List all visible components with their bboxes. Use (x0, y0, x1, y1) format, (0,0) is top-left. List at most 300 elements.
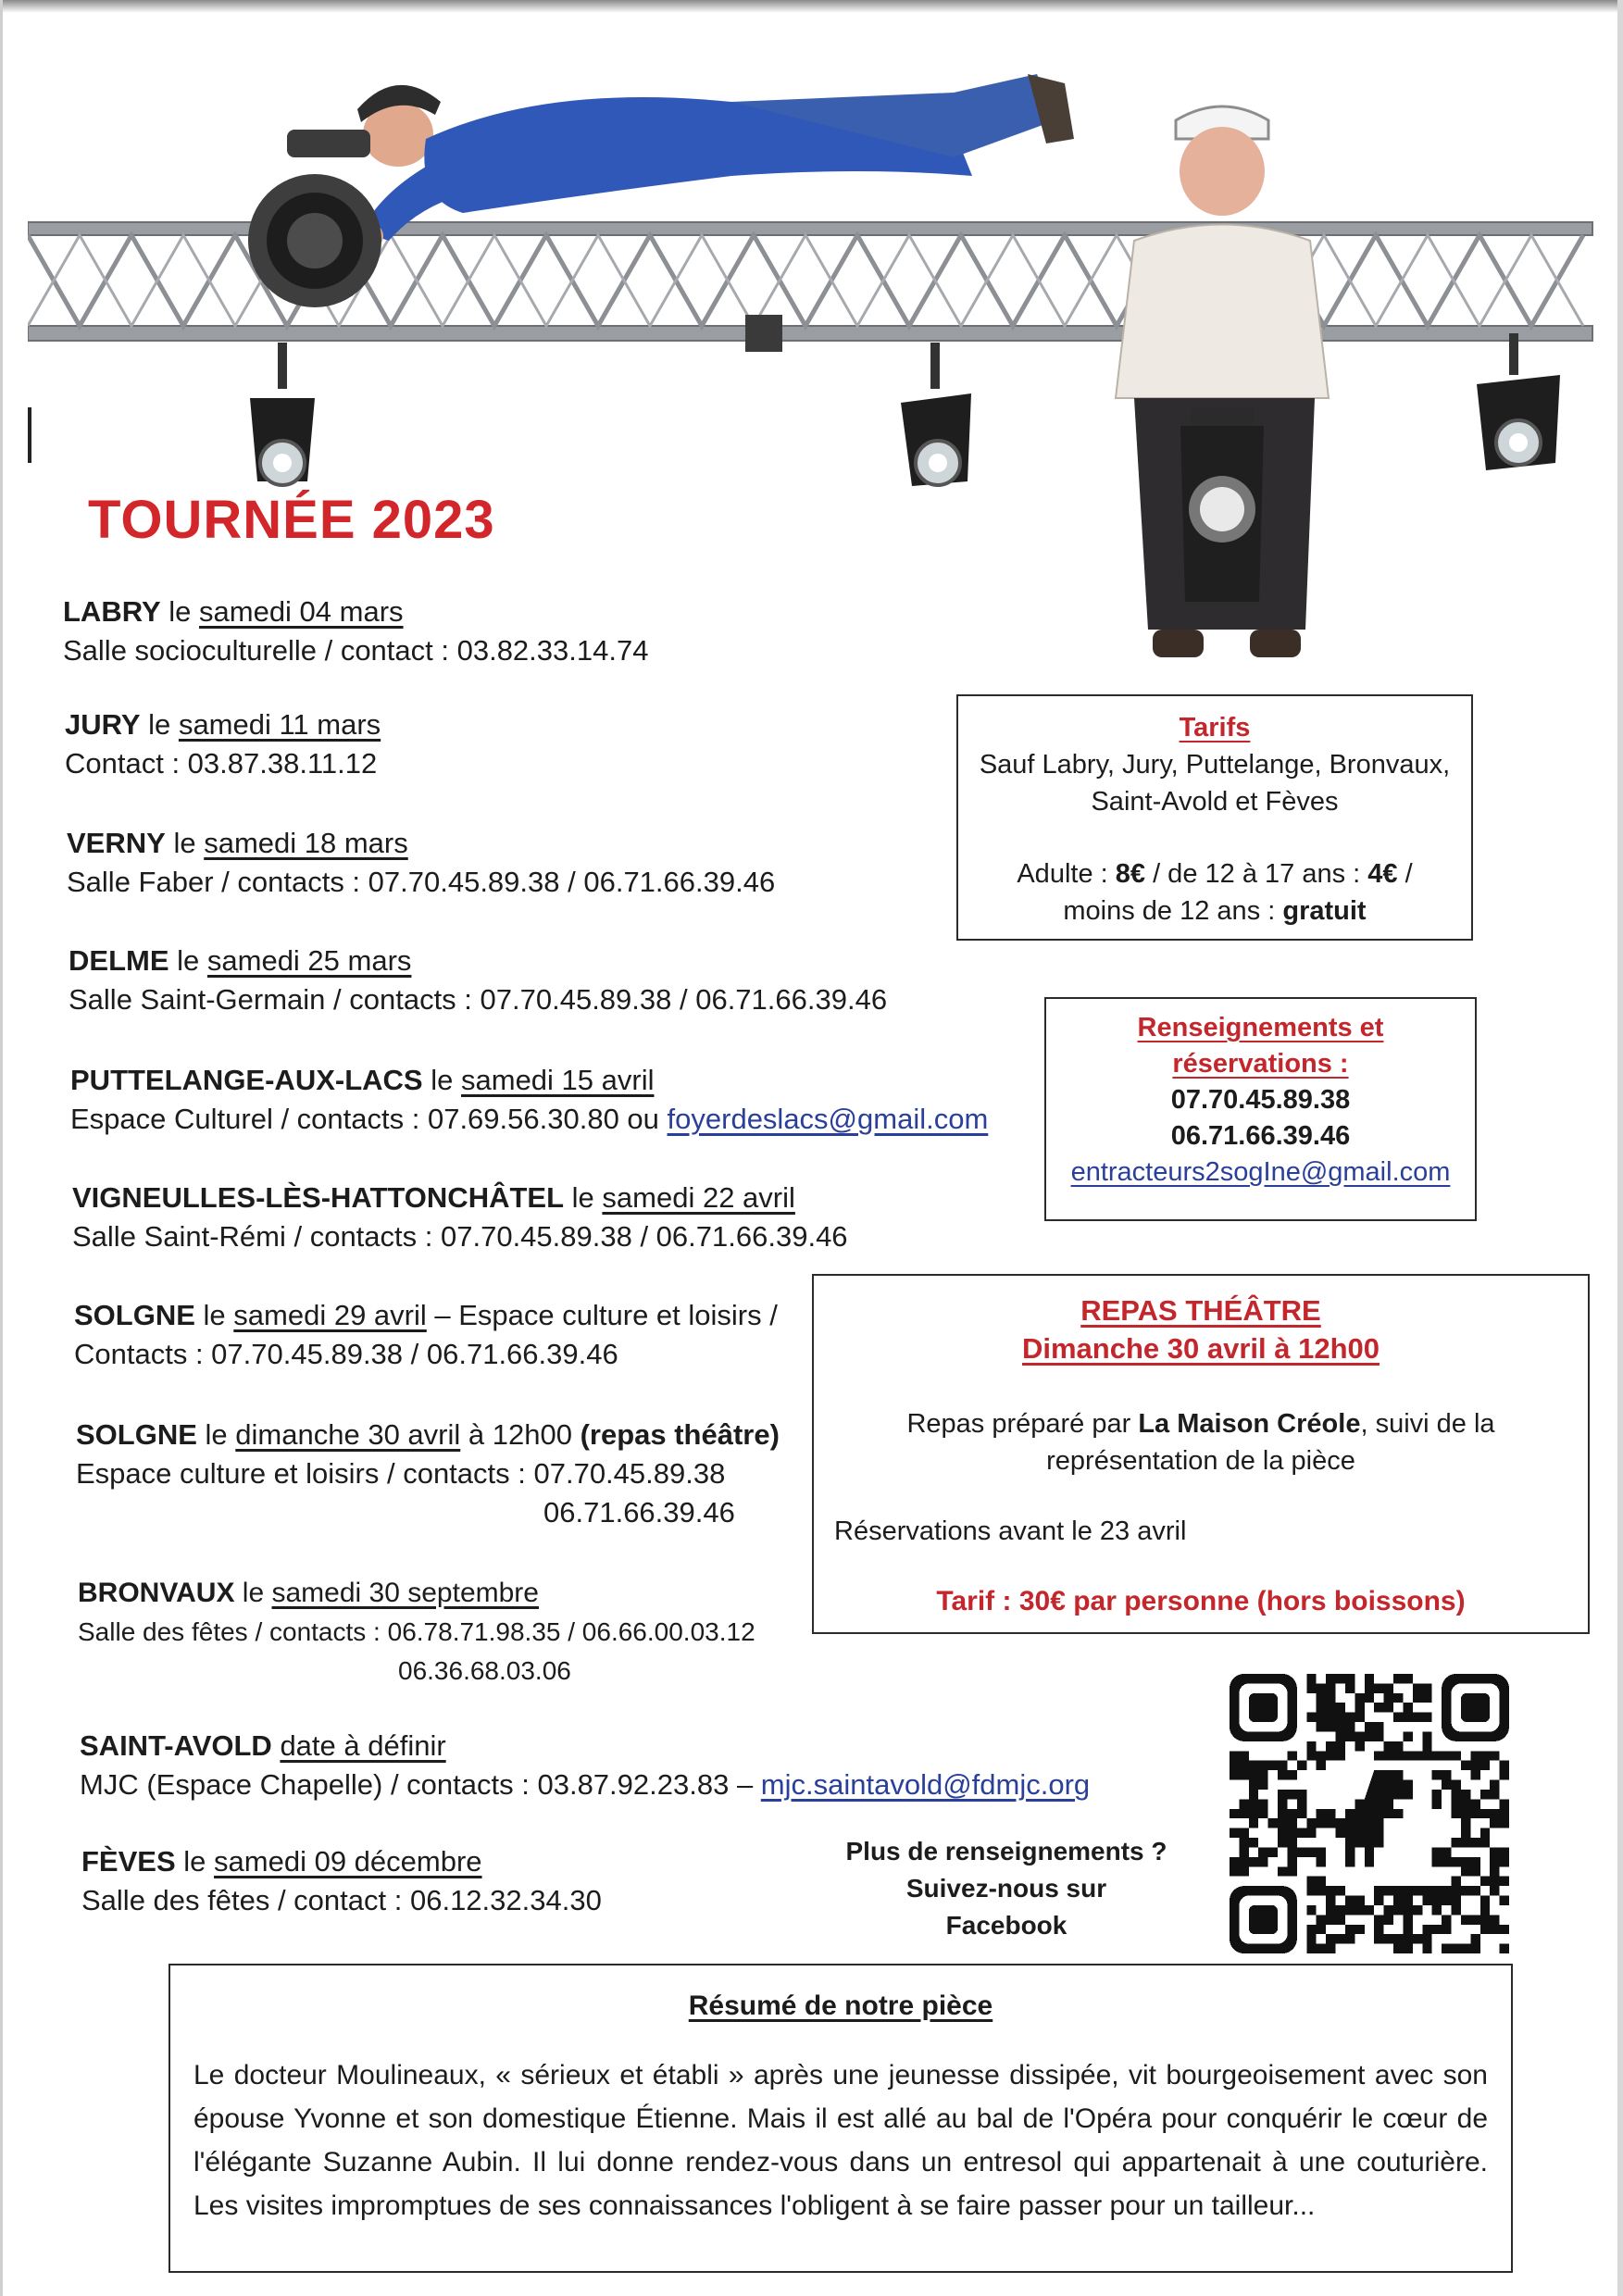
qr-module (1432, 1770, 1442, 1779)
qr-module (1374, 1886, 1383, 1895)
qr-module (1336, 1703, 1345, 1712)
event-phone-extra: 06.71.66.39.46 (543, 1496, 735, 1529)
qr-module (1317, 1722, 1326, 1731)
qr-module (1326, 1751, 1335, 1760)
event-bronvaux: BRONVAUX le samedi 30 septembre Salle des fêtes / contacts : 06.78.71.98.35 / 06.66.00.03.12 06.36.68.03.06 (78, 1574, 755, 1691)
qr-module (1278, 1809, 1287, 1818)
qr-module (1297, 1809, 1306, 1818)
event-jury: JURY le samedi 11 mars Contact : 03.87.38.11.12 (65, 705, 381, 783)
qr-module (1345, 1722, 1355, 1731)
qr-module (1461, 1818, 1470, 1828)
qr-module (1461, 1761, 1470, 1770)
event-venue: Salle Saint-Rémi / contacts : 07.70.45.89.38 / 06.71.66.39.46 (72, 1220, 848, 1253)
event-venue: Espace culture et loisirs / contacts : 07.70.45.89.38 (76, 1457, 726, 1490)
qr-module (1422, 1731, 1431, 1741)
qr-module (1393, 1751, 1403, 1760)
qr-module (1490, 1809, 1499, 1818)
qr-module (1249, 1790, 1258, 1799)
event-city: BRONVAUX (78, 1578, 235, 1608)
qr-finder-bottom-left (1230, 1886, 1297, 1953)
qr-module (1480, 1925, 1490, 1934)
qr-module (1268, 1847, 1278, 1856)
actor-standing-with-helmet (1116, 106, 1329, 657)
qr-module (1345, 1674, 1355, 1683)
qr-module (1306, 1751, 1316, 1760)
event-city: SOLGNE (76, 1418, 197, 1451)
qr-module (1461, 1915, 1470, 1924)
qr-module (1317, 1713, 1326, 1722)
qr-module (1432, 1896, 1442, 1905)
qr-module (1403, 1731, 1412, 1741)
email-link[interactable]: entracteurs2sogIne@gmail.com (1070, 1157, 1451, 1187)
qr-module (1258, 1780, 1267, 1790)
qr-module (1336, 1741, 1345, 1751)
qr-module (1297, 1799, 1306, 1808)
qr-module (1384, 1693, 1393, 1703)
qr-module (1336, 1886, 1345, 1895)
qr-module (1239, 1838, 1248, 1847)
qr-module (1480, 1838, 1490, 1847)
qr-module (1384, 1741, 1393, 1751)
qr-module (1326, 1693, 1335, 1703)
qr-module (1317, 1857, 1326, 1866)
qr-module (1442, 1896, 1451, 1905)
qr-module (1287, 1809, 1296, 1818)
repas-reservation: Réservations avant le 23 avril (834, 1516, 1187, 1546)
qr-module (1287, 1866, 1296, 1876)
qr-module (1470, 1809, 1479, 1818)
qr-code[interactable] (1230, 1674, 1509, 1953)
event-date: samedi 30 septembre (271, 1578, 539, 1608)
qr-module (1326, 1741, 1335, 1751)
qr-module (1490, 1751, 1499, 1760)
qr-module (1403, 1886, 1412, 1895)
qr-module (1470, 1799, 1479, 1808)
qr-module (1422, 1896, 1431, 1905)
event-venue: Espace Culturel / contacts : 07.69.56.30.80 ou (70, 1103, 668, 1135)
qr-module (1317, 1925, 1326, 1934)
qr-module (1413, 1905, 1422, 1915)
qr-module (1326, 1934, 1335, 1943)
qr-module (1490, 1877, 1499, 1886)
qr-module (1239, 1847, 1248, 1856)
qr-module (1413, 1683, 1422, 1692)
qr-module (1258, 1847, 1267, 1856)
qr-module (1461, 1857, 1470, 1866)
qr-module (1500, 1809, 1509, 1818)
qr-module (1239, 1809, 1248, 1818)
qr-module (1432, 1847, 1442, 1856)
qr-module (1452, 1780, 1461, 1790)
qr-module (1249, 1799, 1258, 1808)
qr-finder-top-right (1442, 1674, 1509, 1741)
tarifs-box (956, 694, 1473, 941)
qr-module (1442, 1770, 1451, 1779)
qr-module (1393, 1674, 1403, 1683)
event-date: samedi 22 avril (602, 1181, 795, 1214)
qr-module (1432, 1925, 1442, 1934)
qr-module (1442, 1886, 1451, 1895)
event-city: SAINT-AVOLD (80, 1729, 272, 1762)
qr-module (1317, 1847, 1326, 1856)
qr-module (1326, 1722, 1335, 1731)
qr-module (1278, 1799, 1287, 1808)
email-link[interactable]: mjc.saintavold@fdmjc.org (760, 1768, 1091, 1801)
qr-module (1470, 1886, 1479, 1895)
qr-module (1461, 1799, 1470, 1808)
resume-heading: Résumé de notre pièce (688, 1990, 993, 2021)
qr-module (1239, 1857, 1248, 1866)
qr-module (1365, 1674, 1374, 1683)
event-solgne-29: SOLGNE le samedi 29 avril – Espace culture et loisirs / Contacts : 07.70.45.89.38 / 06.71.66.39.46 (74, 1296, 778, 1374)
qr-module (1422, 1751, 1431, 1760)
spotlight-left (250, 343, 315, 485)
event-venue: Salle socioculturelle / contact : 03.82.33.14.74 (63, 634, 649, 667)
qr-module (1384, 1683, 1393, 1692)
qr-module (1500, 1896, 1509, 1905)
page-title: TOURNÉE 2023 (88, 490, 495, 550)
qr-module (1470, 1934, 1479, 1943)
qr-module (1355, 1896, 1364, 1905)
qr-module (1326, 1886, 1335, 1895)
scan-edge-left (0, 0, 3, 2296)
qr-module (1278, 1838, 1287, 1847)
qr-module (1355, 1731, 1364, 1741)
qr-module (1470, 1770, 1479, 1779)
qr-module (1317, 1751, 1326, 1760)
qr-module (1326, 1674, 1335, 1683)
qr-module (1413, 1934, 1422, 1943)
qr-module (1336, 1934, 1345, 1943)
qr-module (1258, 1770, 1267, 1779)
qr-module (1470, 1751, 1479, 1760)
qr-module (1393, 1905, 1403, 1915)
qr-module (1413, 1751, 1422, 1760)
qr-module (1452, 1877, 1461, 1886)
qr-module (1452, 1857, 1461, 1866)
event-city: VIGNEULLES-LÈS-HATTONCHÂTEL (72, 1181, 565, 1214)
qr-module (1249, 1809, 1258, 1818)
qr-module (1365, 1693, 1374, 1703)
qr-module (1374, 1731, 1383, 1741)
qr-module (1239, 1761, 1248, 1770)
qr-module (1393, 1693, 1403, 1703)
qr-module (1306, 1818, 1316, 1828)
qr-module (1490, 1886, 1499, 1895)
qr-module (1480, 1790, 1490, 1799)
qr-module (1317, 1944, 1326, 1953)
qr-module (1403, 1713, 1412, 1722)
qr-module (1422, 1683, 1431, 1692)
qr-module (1249, 1857, 1258, 1866)
qr-module (1461, 1944, 1470, 1953)
qr-module (1336, 1915, 1345, 1924)
qr-module (1297, 1847, 1306, 1856)
tarifs-heading: Tarifs (1179, 713, 1251, 742)
qr-module (1317, 1809, 1326, 1818)
event-city: DELME (69, 944, 169, 977)
qr-module (1403, 1703, 1412, 1712)
qr-module (1278, 1866, 1287, 1876)
repas-tarif: Tarif : 30€ par personne (hors boissons) (936, 1586, 1466, 1616)
qr-module (1306, 1944, 1316, 1953)
qr-module (1403, 1944, 1412, 1953)
qr-module (1287, 1790, 1296, 1799)
qr-module (1345, 1896, 1355, 1905)
qr-module (1393, 1886, 1403, 1895)
qr-module (1355, 1703, 1364, 1712)
qr-module (1278, 1828, 1287, 1838)
qr-module (1355, 1741, 1364, 1751)
qr-module (1317, 1818, 1326, 1828)
qr-module (1374, 1751, 1383, 1760)
qr-module (1230, 1751, 1239, 1760)
qr-module (1258, 1809, 1267, 1818)
qr-module (1287, 1847, 1296, 1856)
qr-module (1326, 1703, 1335, 1712)
projector-held (248, 130, 381, 307)
repas-heading: REPAS THÉÂTRE (1080, 1294, 1321, 1327)
qr-module (1442, 1847, 1451, 1856)
qr-module (1287, 1838, 1296, 1847)
qr-module (1355, 1925, 1364, 1934)
qr-module (1490, 1915, 1499, 1924)
event-delme: DELME le samedi 25 mars Salle Saint-Germain / contacts : 07.70.45.89.38 / 06.71.66.39.46 (69, 942, 887, 1019)
qr-module (1422, 1944, 1431, 1953)
qr-module (1336, 1751, 1345, 1760)
event-feves: FÈVES le samedi 09 décembre Salle des fêtes / contact : 06.12.32.34.30 (81, 1842, 602, 1920)
qr-module (1317, 1693, 1326, 1703)
qr-module (1393, 1713, 1403, 1722)
qr-module (1461, 1886, 1470, 1895)
qr-module (1306, 1877, 1316, 1886)
qr-module (1239, 1751, 1248, 1760)
qr-module (1432, 1790, 1442, 1799)
qr-module (1442, 1780, 1451, 1790)
qr-module (1345, 1731, 1355, 1741)
qr-module (1470, 1866, 1479, 1876)
event-date: samedi 09 décembre (214, 1845, 482, 1878)
qr-module (1317, 1886, 1326, 1895)
qr-module (1374, 1915, 1383, 1924)
qr-module (1345, 1934, 1355, 1943)
qr-module (1452, 1809, 1461, 1818)
spotlight-right (1477, 333, 1560, 470)
event-puttelange: PUTTELANGE-AUX-LACS le samedi 15 avril Espace Culturel / contacts : 07.69.56.30.80 ou foyerdeslacs@gmail.com (70, 1064, 989, 1135)
event-solgne-30: SOLGNE le dimanche 30 avril à 12h00 (repas théâtre) Espace culture et loisirs / contacts : 07.70.45.89.38 06.71.66.39.46 (76, 1416, 780, 1532)
qr-module (1442, 1857, 1451, 1866)
qr-module (1384, 1905, 1393, 1915)
qr-module (1297, 1790, 1306, 1799)
qr-module (1452, 1751, 1461, 1760)
event-date: samedi 25 mars (206, 944, 412, 977)
event-city: LABRY (63, 595, 161, 628)
qr-module (1500, 1944, 1509, 1953)
qr-module (1461, 1809, 1470, 1818)
event-date: samedi 04 mars (199, 595, 404, 628)
qr-module (1326, 1944, 1335, 1953)
qr-module (1336, 1722, 1345, 1731)
qr-module (1480, 1915, 1490, 1924)
event-venue: Salle Saint-Germain / contacts : 07.70.45.89.38 / 06.71.66.39.46 (69, 983, 888, 1016)
qr-module (1442, 1751, 1451, 1760)
qr-module (1365, 1905, 1374, 1915)
qr-module (1287, 1828, 1296, 1838)
qr-module (1230, 1857, 1239, 1866)
qr-module (1374, 1722, 1383, 1731)
qr-module (1384, 1934, 1393, 1943)
qr-module (1306, 1741, 1316, 1751)
renseignements-box: Renseignements et réservations : 07.70.45.89.38 06.71.66.39.46 entracteurs2sogIne@gmail.com (1044, 997, 1477, 1221)
qr-module (1374, 1934, 1383, 1943)
event-venue: Salle des fêtes / contact : 06.12.32.34.30 (81, 1884, 602, 1916)
qr-module (1230, 1809, 1239, 1818)
qr-module (1461, 1866, 1470, 1876)
qr-module (1230, 1761, 1239, 1770)
qr-module (1249, 1761, 1258, 1770)
qr-module (1403, 1915, 1412, 1924)
qr-module (1393, 1944, 1403, 1953)
qr-module (1384, 1886, 1393, 1895)
qr-module (1230, 1770, 1239, 1779)
qr-finder-top-left (1230, 1674, 1297, 1741)
qr-module (1306, 1828, 1316, 1838)
event-city: FÈVES (81, 1845, 176, 1878)
event-vigneulles: VIGNEULLES-LÈS-HATTONCHÂTEL le samedi 22 avril Salle Saint-Rémi / contacts : 07.70.45.89.38 / 06.71.66.39.46 (72, 1179, 848, 1256)
qr-module (1480, 1809, 1490, 1818)
qr-module (1500, 1770, 1509, 1779)
qr-module (1422, 1741, 1431, 1751)
event-venue: Salle Faber / contacts : 07.70.45.89.38 / 06.71.66.39.46 (67, 866, 776, 898)
qr-module (1287, 1770, 1296, 1779)
event-city: JURY (65, 708, 141, 741)
spotlight-center (901, 343, 971, 486)
qr-module (1306, 1713, 1316, 1722)
repas-date: Dimanche 30 avril à 12h00 (1021, 1332, 1380, 1365)
qr-module (1470, 1838, 1479, 1847)
tarifs-prices-2: moins de 12 ans : gratuit (1063, 896, 1367, 926)
qr-module (1249, 1838, 1258, 1847)
qr-module (1490, 1866, 1499, 1876)
qr-module (1393, 1896, 1403, 1905)
qr-module (1490, 1790, 1499, 1799)
qr-module (1287, 1818, 1296, 1828)
qr-module (1249, 1770, 1258, 1779)
qr-module (1490, 1847, 1499, 1856)
qr-module (1452, 1790, 1461, 1799)
qr-module (1422, 1925, 1431, 1934)
qr-module (1442, 1925, 1451, 1934)
qr-module (1239, 1770, 1248, 1779)
tarifs-exceptions-1: Sauf Labry, Jury, Puttelange, Bronvaux, (979, 750, 1451, 780)
phone-number: 06.71.66.39.46 (1170, 1121, 1351, 1151)
qr-module (1461, 1828, 1470, 1838)
qr-module (1306, 1847, 1316, 1856)
qr-module (1422, 1693, 1431, 1703)
qr-module (1287, 1751, 1296, 1760)
qr-module (1297, 1761, 1306, 1770)
event-venue: Contacts : 07.70.45.89.38 / 06.71.66.39.46 (74, 1338, 618, 1370)
qr-module (1403, 1934, 1412, 1943)
qr-module (1432, 1905, 1442, 1915)
qr-module (1461, 1838, 1470, 1847)
qr-module (1345, 1925, 1355, 1934)
qr-module (1452, 1886, 1461, 1895)
event-city: PUTTELANGE-AUX-LACS (70, 1064, 423, 1096)
qr-module (1403, 1905, 1412, 1915)
event-date: samedi 15 avril (461, 1064, 655, 1096)
resume-text: Le docteur Moulineaux, « sérieux et établi » après une jeunesse dissipée, vit bourgeoisement avec son épouse Yvonne et son domestique Étienne. Mais il est allé au bal de l'Opéra pour conquérir le cœur de l'élégante Suzanne Aubin. Il lui donne rendez-vous dans un entresol qui appartenait à une couturière. Les visites impromptues de ses connaissances l'obligent à se faire passer pour un tailleur... (194, 2060, 1488, 2221)
event-date: samedi 11 mars (178, 708, 381, 741)
qr-module (1470, 1761, 1479, 1770)
qr-module (1230, 1866, 1239, 1876)
qr-module (1278, 1818, 1287, 1828)
qr-module (1326, 1905, 1335, 1915)
qr-module (1500, 1799, 1509, 1808)
qr-module (1452, 1944, 1461, 1953)
qr-module (1480, 1761, 1490, 1770)
email-link[interactable]: foyerdeslacs@gmail.com (667, 1103, 989, 1135)
qr-module (1432, 1799, 1442, 1808)
qr-module (1490, 1818, 1499, 1828)
qr-module (1500, 1818, 1509, 1828)
scan-edge-top (0, 0, 1623, 13)
qr-module (1355, 1713, 1364, 1722)
qr-module (1432, 1751, 1442, 1760)
qr-module (1336, 1905, 1345, 1915)
qr-module (1345, 1683, 1355, 1692)
qr-module (1355, 1693, 1364, 1703)
qr-module (1317, 1915, 1326, 1924)
qr-module (1326, 1713, 1335, 1722)
qr-module (1278, 1770, 1287, 1779)
qr-module (1268, 1761, 1278, 1770)
qr-module (1480, 1751, 1490, 1760)
qr-module (1239, 1828, 1248, 1838)
qr-module (1413, 1713, 1422, 1722)
qr-module (1384, 1751, 1393, 1760)
qr-module (1230, 1828, 1239, 1838)
qr-module (1442, 1915, 1451, 1924)
qr-module (1452, 1896, 1461, 1905)
qr-module (1336, 1674, 1345, 1683)
qr-module (1317, 1761, 1326, 1770)
qr-module (1461, 1790, 1470, 1799)
qr-module (1287, 1857, 1296, 1866)
event-venue: Salle des fêtes / contacts : 06.78.71.98.35 / 06.66.00.03.12 (78, 1617, 755, 1646)
qr-module (1470, 1915, 1479, 1924)
renseignements-heading: Renseignements et (1137, 1013, 1384, 1042)
qr-module (1258, 1799, 1267, 1808)
qr-module (1306, 1925, 1316, 1934)
qr-module (1403, 1751, 1412, 1760)
qr-module (1306, 1886, 1316, 1895)
qr-module (1393, 1934, 1403, 1943)
qr-module (1403, 1896, 1412, 1905)
qr-module (1432, 1857, 1442, 1866)
qr-module (1317, 1877, 1326, 1886)
qr-module (1413, 1886, 1422, 1895)
qr-module (1306, 1905, 1316, 1915)
repas-theatre-box: REPAS THÉÂTRE Dimanche 30 avril à 12h00 Repas préparé par La Maison Créole, suivi de la représentation de la pièce Réservations avant le 23 avril Tarif : 30€ par personne (hors boissons) (812, 1274, 1590, 1634)
qr-module (1317, 1683, 1326, 1692)
qr-module (1306, 1674, 1316, 1683)
qr-module (1384, 1703, 1393, 1712)
qr-module (1490, 1780, 1499, 1790)
event-city: VERNY (67, 827, 166, 859)
qr-module (1480, 1828, 1490, 1838)
qr-module (1239, 1799, 1248, 1808)
